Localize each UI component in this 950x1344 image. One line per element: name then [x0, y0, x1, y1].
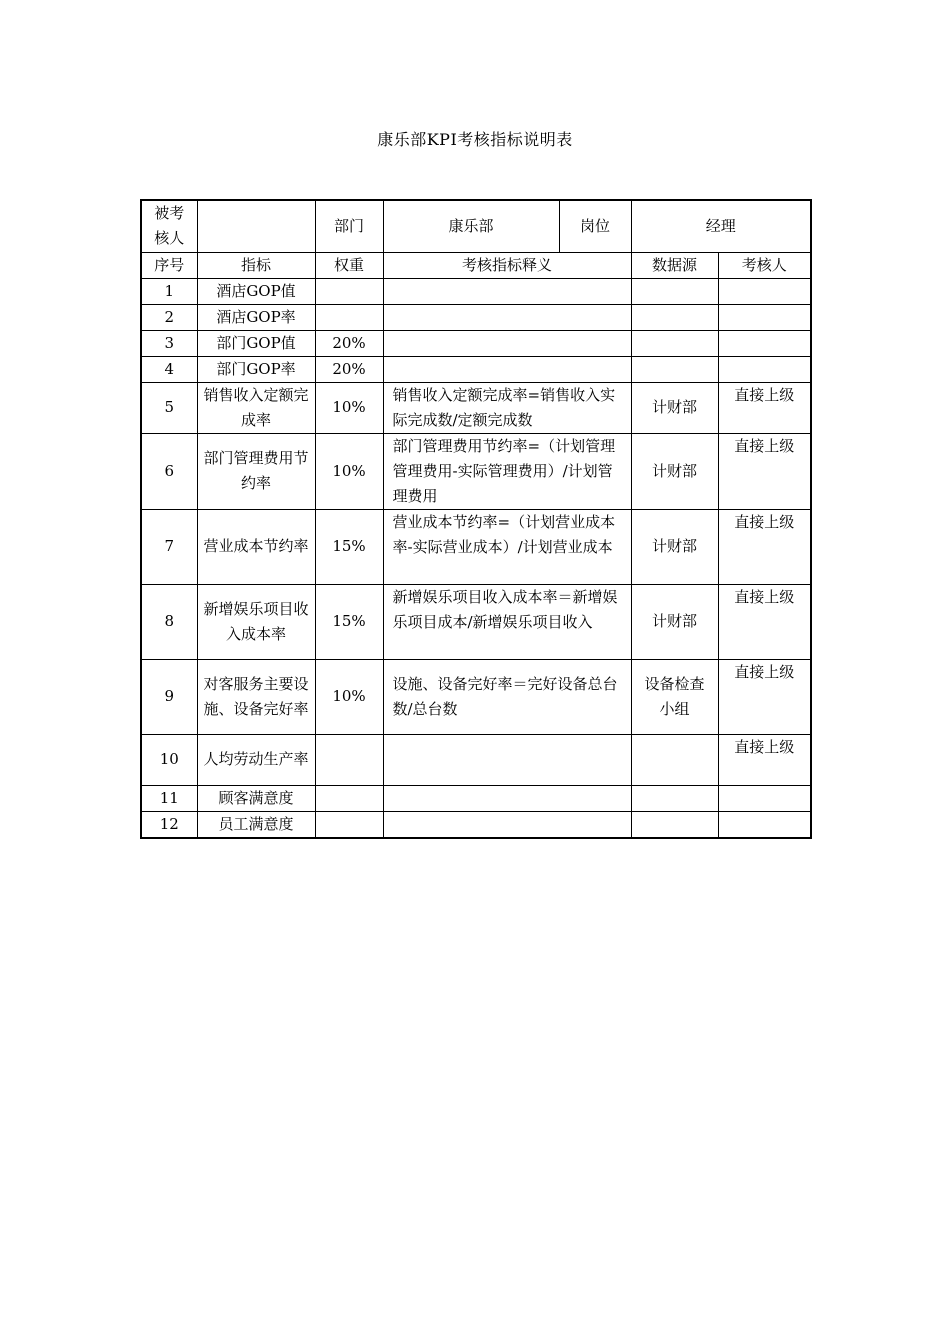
row-source [631, 304, 718, 330]
row-no: 9 [141, 659, 197, 734]
row-source [631, 734, 718, 785]
assessee-value [197, 200, 315, 252]
col-source-header: 数据源 [631, 252, 718, 278]
row-assessor: 直接上级 [718, 734, 811, 785]
table-row [141, 278, 811, 304]
department-value: 康乐部 [383, 200, 559, 252]
row-weight: 15% [315, 584, 383, 659]
row-source [631, 278, 718, 304]
row-indicator: 部门GOP值 [197, 330, 315, 356]
row-assessor [718, 356, 811, 382]
row-assessor: 直接上级 [718, 433, 811, 509]
row-indicator: 对客服务主要设施、设备完好率 [197, 659, 315, 734]
row-no: 11 [141, 785, 197, 811]
row-definition [383, 278, 631, 304]
row-definition: 部门管理费用节约率=（计划管理管理费用-实际管理费用）/计划管理费用 [383, 433, 631, 509]
row-definition [383, 356, 631, 382]
row-indicator: 营业成本节约率 [197, 509, 315, 584]
table-row [141, 304, 811, 330]
row-weight: 15% [315, 509, 383, 584]
col-assessor-header: 考核人 [718, 252, 811, 278]
row-weight [315, 304, 383, 330]
row-indicator: 部门管理费用节约率 [197, 433, 315, 509]
table-row [141, 734, 811, 785]
row-definition [383, 734, 631, 785]
row-assessor [718, 304, 811, 330]
row-weight [315, 278, 383, 304]
row-no: 10 [141, 734, 197, 785]
row-source: 设备检查小组 [631, 659, 718, 734]
row-source [631, 356, 718, 382]
row-weight: 10% [315, 659, 383, 734]
row-definition: 设施、设备完好率＝完好设备总台数/总台数 [383, 659, 631, 734]
row-weight [315, 785, 383, 811]
row-source: 计财部 [631, 382, 718, 433]
page-title: 康乐部KPI考核指标说明表 [377, 130, 573, 149]
row-source: 计财部 [631, 433, 718, 509]
row-weight: 10% [315, 382, 383, 433]
row-no: 12 [141, 811, 197, 838]
row-assessor [718, 785, 811, 811]
row-indicator: 新增娱乐项目收入成本率 [197, 584, 315, 659]
row-assessor: 直接上级 [718, 659, 811, 734]
row-indicator: 部门GOP率 [197, 356, 315, 382]
row-indicator: 酒店GOP率 [197, 304, 315, 330]
row-no: 4 [141, 356, 197, 382]
row-weight: 10% [315, 433, 383, 509]
row-no: 2 [141, 304, 197, 330]
table-row [141, 509, 811, 584]
row-definition [383, 811, 631, 838]
header-row [141, 200, 811, 252]
row-source: 计财部 [631, 509, 718, 584]
row-assessor [718, 330, 811, 356]
row-no: 3 [141, 330, 197, 356]
col-no-header: 序号 [141, 252, 197, 278]
row-source [631, 811, 718, 838]
row-assessor: 直接上级 [718, 382, 811, 433]
position-label: 岗位 [559, 200, 631, 252]
row-definition [383, 785, 631, 811]
table-row [141, 659, 811, 734]
row-assessor [718, 811, 811, 838]
row-assessor: 直接上级 [718, 584, 811, 659]
row-no: 1 [141, 278, 197, 304]
table-row [141, 330, 811, 356]
row-source [631, 785, 718, 811]
kpi-table [140, 199, 812, 839]
row-weight: 20% [315, 330, 383, 356]
table-row [141, 382, 811, 433]
table-row [141, 433, 811, 509]
column-header-row [141, 252, 811, 278]
col-indicator-header: 指标 [197, 252, 315, 278]
row-weight [315, 811, 383, 838]
row-indicator: 员工满意度 [197, 811, 315, 838]
row-source [631, 330, 718, 356]
table-row [141, 811, 811, 838]
row-weight [315, 734, 383, 785]
table-row [141, 584, 811, 659]
row-definition: 销售收入定额完成率=销售收入实际完成数/定额完成数 [383, 382, 631, 433]
row-no: 6 [141, 433, 197, 509]
row-indicator: 人均劳动生产率 [197, 734, 315, 785]
row-definition: 新增娱乐项目收入成本率＝新增娱乐项目成本/新增娱乐项目收入 [383, 584, 631, 659]
assessee-label: 被考核人 [141, 200, 197, 252]
row-no: 8 [141, 584, 197, 659]
row-assessor [718, 278, 811, 304]
col-definition-header: 考核指标释义 [383, 252, 631, 278]
table-row [141, 356, 811, 382]
table-row [141, 785, 811, 811]
col-weight-header: 权重 [315, 252, 383, 278]
row-definition [383, 304, 631, 330]
row-indicator: 顾客满意度 [197, 785, 315, 811]
row-definition [383, 330, 631, 356]
row-indicator: 酒店GOP值 [197, 278, 315, 304]
row-assessor: 直接上级 [718, 509, 811, 584]
department-label: 部门 [315, 200, 383, 252]
row-definition: 营业成本节约率=（计划营业成本率-实际营业成本）/计划营业成本 [383, 509, 631, 584]
row-no: 7 [141, 509, 197, 584]
row-indicator: 销售收入定额完成率 [197, 382, 315, 433]
row-source: 计财部 [631, 584, 718, 659]
row-no: 5 [141, 382, 197, 433]
row-weight: 20% [315, 356, 383, 382]
position-value: 经理 [631, 200, 811, 252]
